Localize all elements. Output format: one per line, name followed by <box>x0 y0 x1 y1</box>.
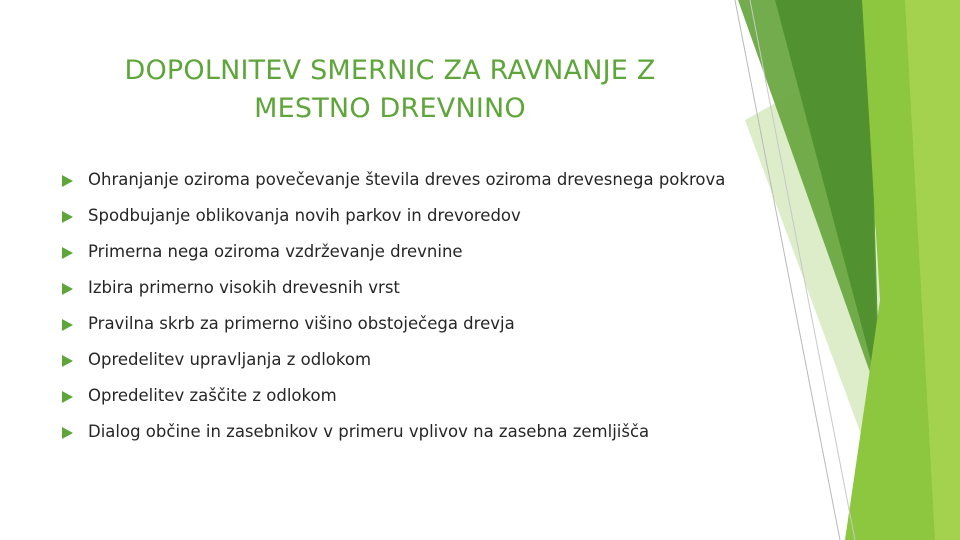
bullet-text: Primerna nega oziroma vzdrževanje drevnine <box>88 242 463 261</box>
bullet-item <box>62 242 742 262</box>
bullet-text: Izbira primerno visokih drevesnih vrst <box>88 278 400 297</box>
triangle-right-icon <box>62 427 73 439</box>
slide-title-line-1: DOPOLNITEV SMERNIC ZA RAVNANJE Z <box>124 55 656 86</box>
bullet-text: Spodbujanje oblikovanja novih parkov in drevoredov <box>88 206 521 225</box>
bullet-item <box>62 170 742 190</box>
bullet-text: Opredelitev zaščite z odlokom <box>88 386 337 405</box>
slide-title-line-2: MESTNO DREVNINO <box>254 93 526 124</box>
bullet-list <box>62 170 742 458</box>
bullet-item <box>62 422 742 442</box>
triangle-right-icon <box>62 391 73 403</box>
bullet-item <box>62 314 742 334</box>
triangle-right-icon <box>62 247 73 259</box>
triangle-right-icon <box>62 355 73 367</box>
slide-title <box>90 52 690 128</box>
bullet-item <box>62 206 742 226</box>
bullet-item <box>62 350 742 370</box>
bullet-text: Ohranjanje oziroma povečevanje števila dreves oziroma drevesnega pokrova <box>88 170 726 189</box>
bullet-text: Dialog občine in zasebnikov v primeru vplivov na zasebna zemljišča <box>88 422 650 441</box>
triangle-right-icon <box>62 211 73 223</box>
bullet-item <box>62 386 742 406</box>
triangle-right-icon <box>62 175 73 187</box>
bullet-text: Opredelitev upravljanja z odlokom <box>88 350 372 369</box>
triangle-right-icon <box>62 283 73 295</box>
triangle-right-icon <box>62 319 73 331</box>
bullet-item <box>62 278 742 298</box>
bullet-text: Pravilna skrb za primerno višino obstoječega drevja <box>88 314 515 333</box>
